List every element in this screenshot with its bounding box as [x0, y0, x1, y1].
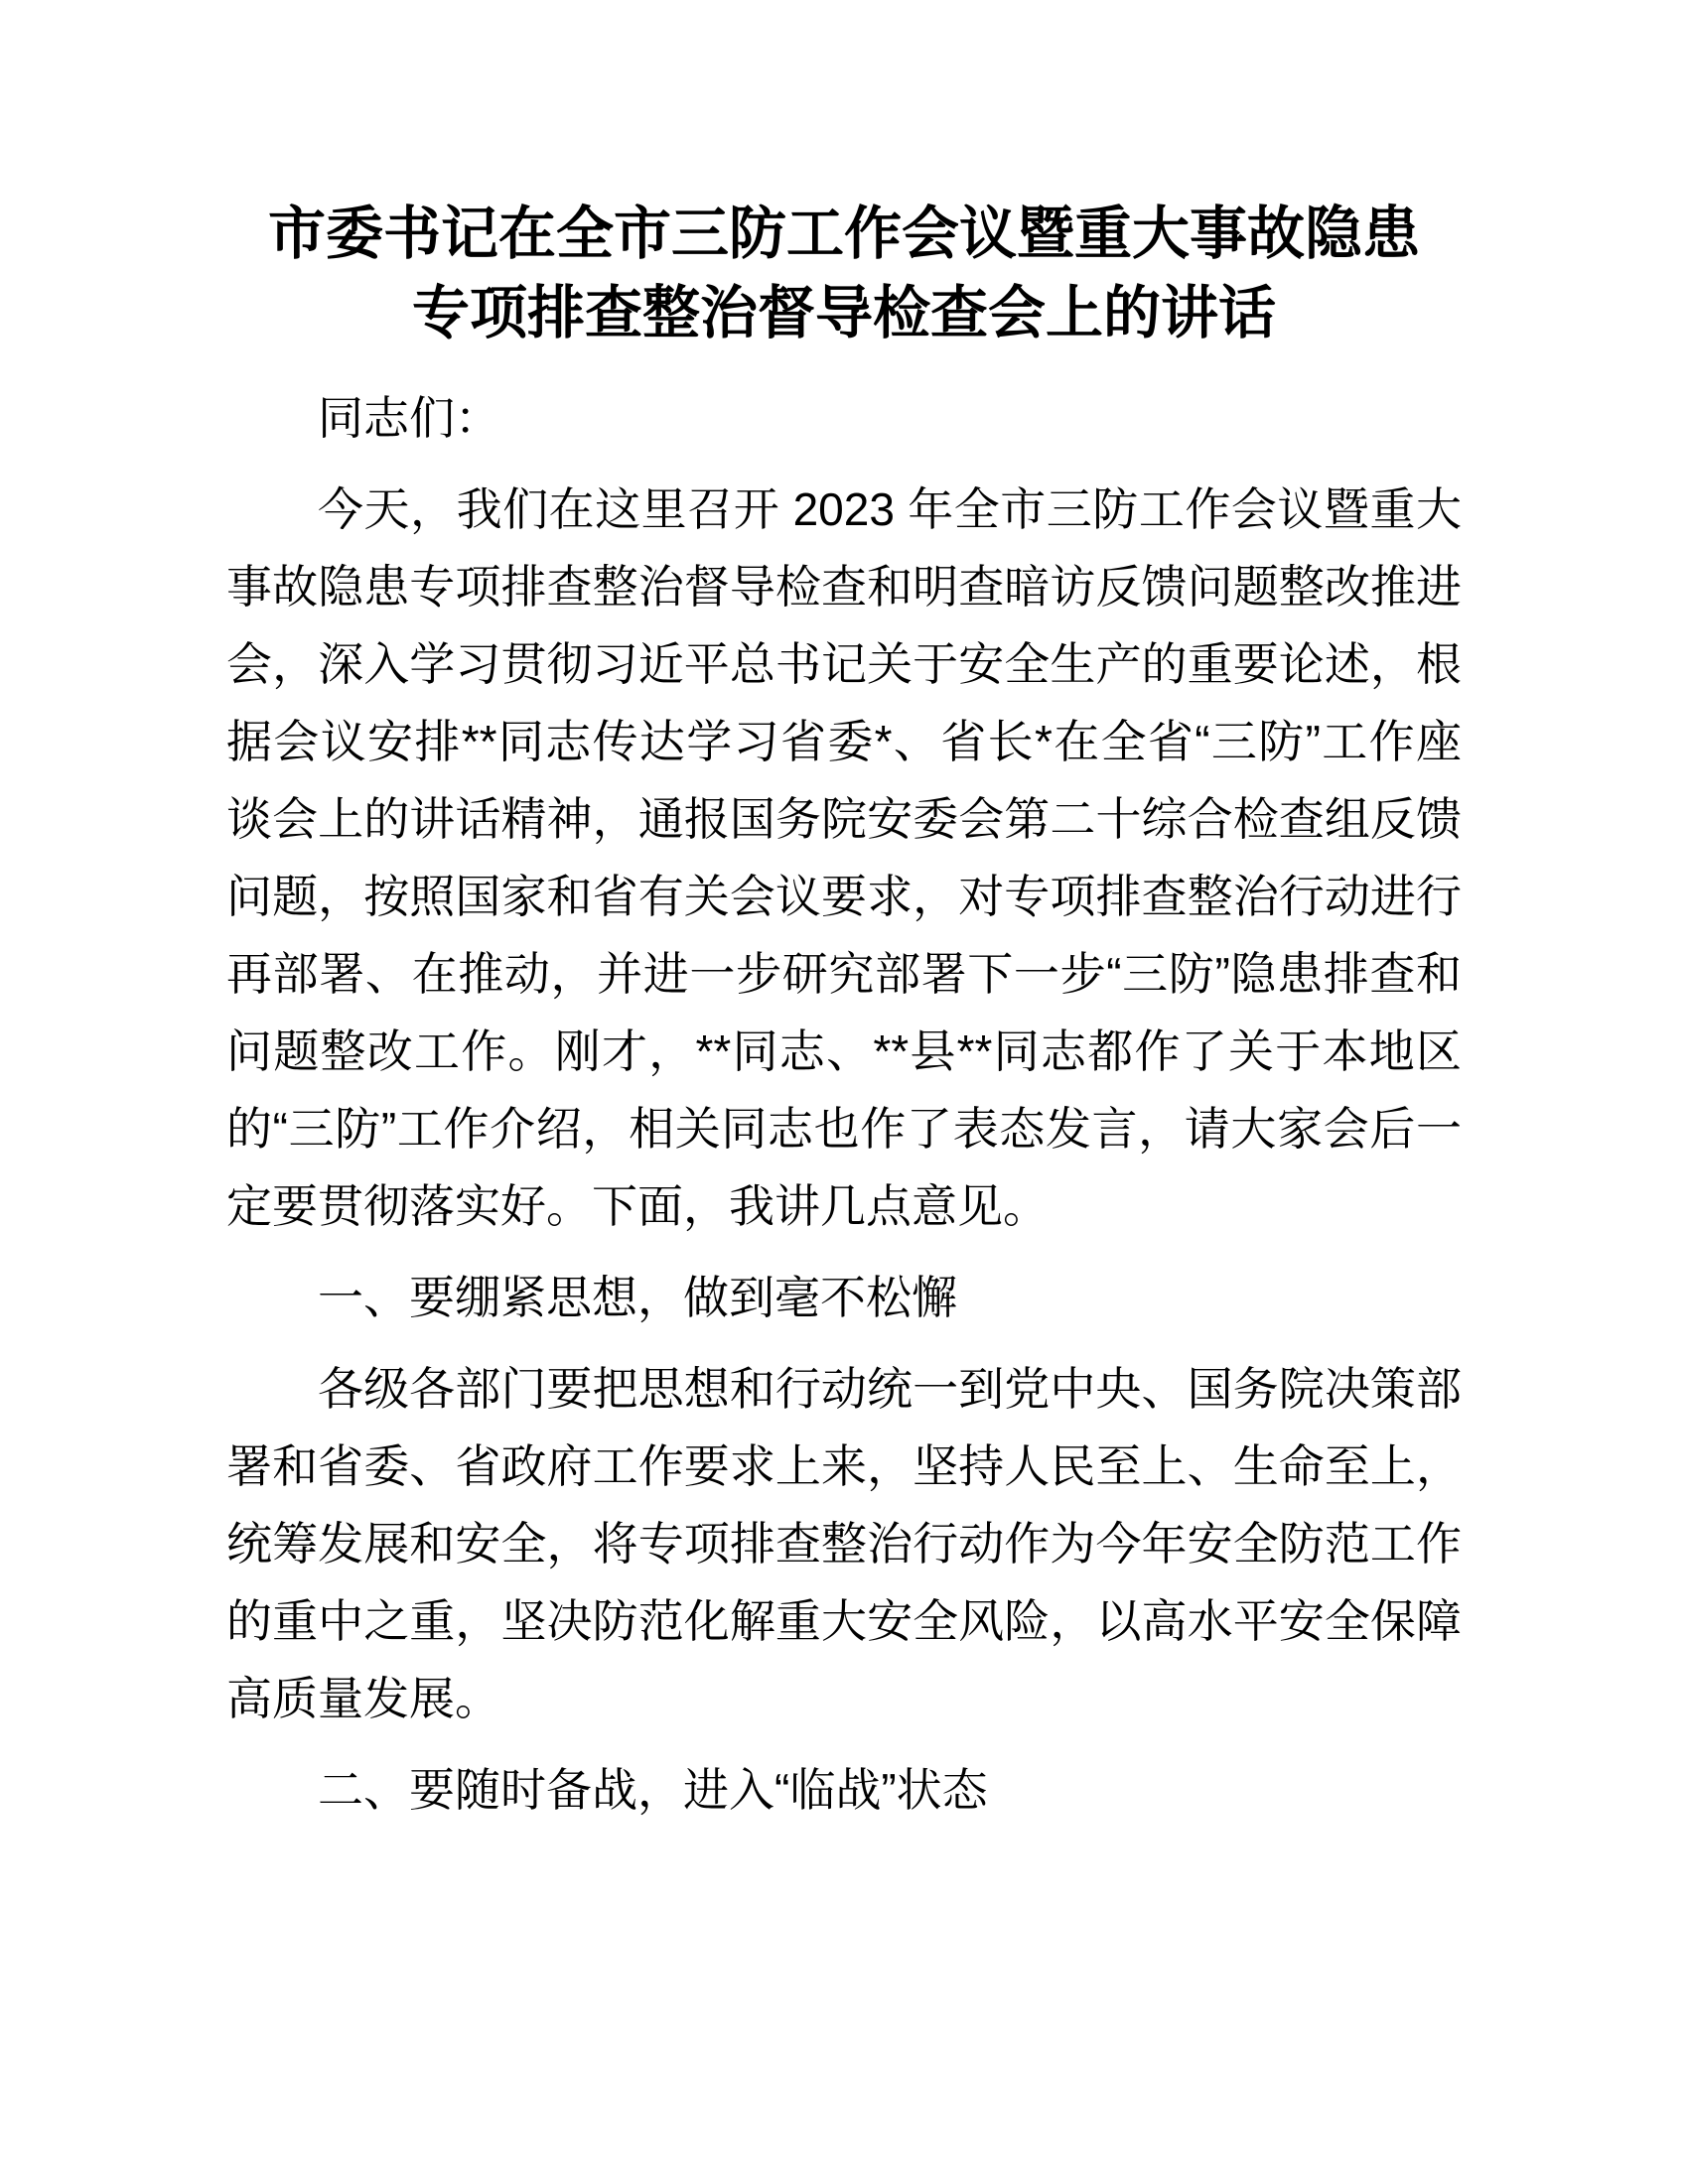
paragraph-2: 各级各部门要把思想和行动统一到党中央、国务院决策部署和省委、省政府工作要求上来，坚持人民至上、生命至上，统筹发展和安全，将专项排查整治行动作为今年安全防范工作的重中之重，坚决防范化解重大安全风险，以高水平安全保障高质量发展。 [226, 1363, 1462, 1724]
document-title-line-2: 专项排查整治督导检查会上的讲话 [411, 281, 1276, 345]
document-title-line-1: 市委书记在全市三防工作会议暨重大事故隐患 [267, 202, 1420, 266]
document-title [226, 195, 1462, 353]
paragraph-1: 今天，我们在这里召开 2023 年全市三防工作会议暨重大事故隐患专项排查整治督导检查和明查暗访反馈问题整改推进会，深入学习贯彻习近平总书记关于安全生产的重要论述，根据会议安排**同志传达学习省委*、省长*在全省“三防”工作座谈会上的讲话精神，通报国务院安委会第二十综合检查组反馈问题，按照国家和省有关会议要求，对专项排查整治行动进行再部署、在推动，并进一步研究部署下一步“三防”隐患排查和问题整改工作。刚才，**同志、**县**同志都作了关于本地区的“三防”工作介绍，相关同志也作了表态发言，请大家会后一定要贯彻落实好。下面，我讲几点意见。 [226, 483, 1462, 1232]
salutation: 同志们： [318, 392, 500, 444]
section-heading-1: 一、要绷紧思想，做到毫不松懈 [318, 1272, 957, 1323]
section-heading-2: 二、要随时备战，进入“临战”状态 [318, 1764, 988, 1816]
